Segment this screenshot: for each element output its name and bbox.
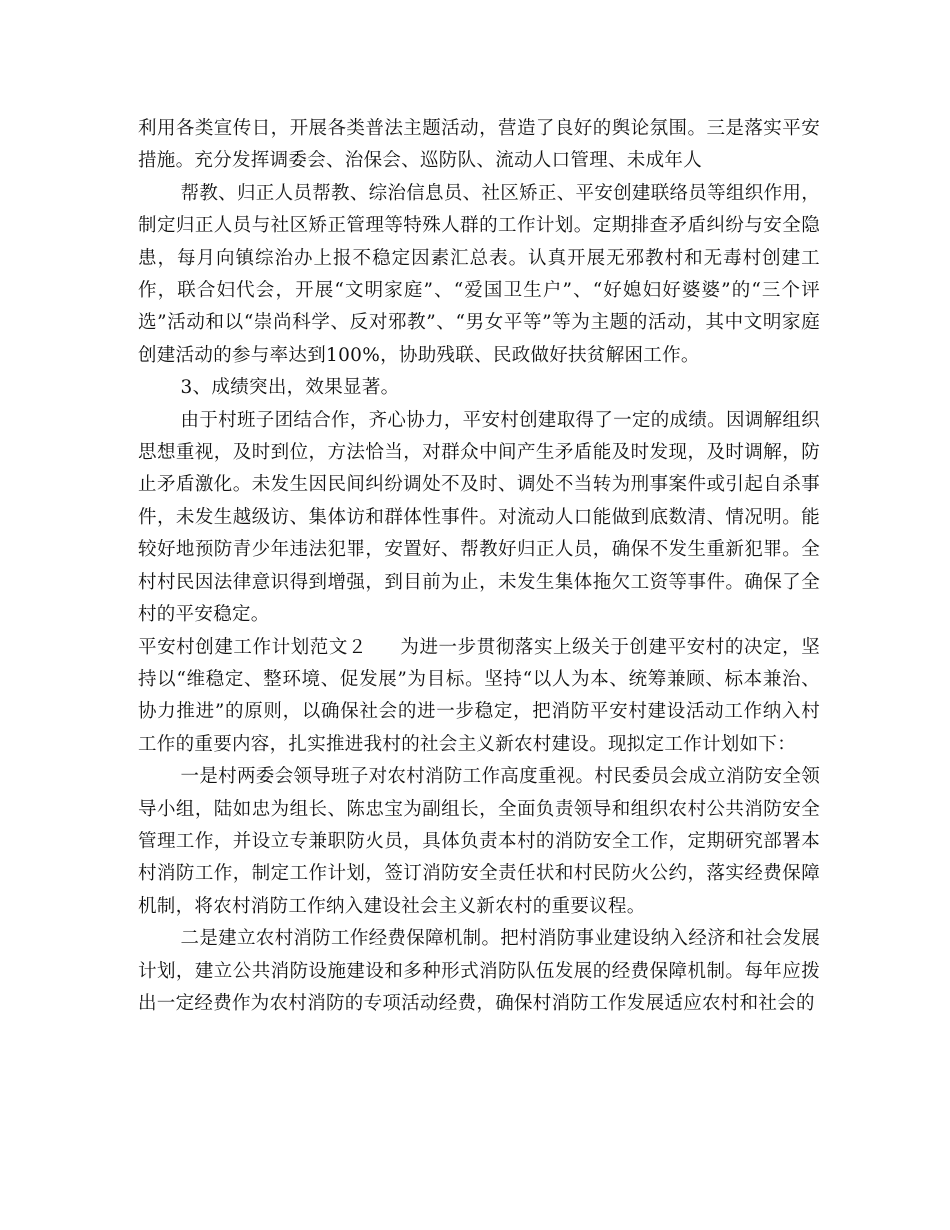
paragraph-section2-intro	[138, 632, 820, 762]
paragraph-continuation: 利用各类宣传日，开展各类普法主题活动，营造了良好的舆论氛围。三是落实平安措施。充分发挥调委会、治保会、巡防队、流动人口管理、未成年人	[138, 118, 820, 172]
paragraph-results: 由于村班子团结合作，齐心协力，平安村创建取得了一定的成绩。因调解组织思想重视，及时到位，方法恰当，对群众中间产生矛盾能及时发现，及时调解，防止矛盾激化。未发生因民间纠纷调处不及时、调处不当转为刑事案件或引起自杀事件，未发生越级访、集体访和群体性事件。对流动人口能做到底数清、情况明。能较好地预防青少年违法犯罪，安置好、帮教好归正人员，确保不发生重新犯罪。全村村民因法律意识得到增强，到目前为止，未发生集体拖欠工资等事件。确保了全村的平安稳定。	[138, 409, 820, 626]
paragraph-fire-funding: 二是建立农村消防工作经费保障机制。把村消防事业建设纳入经济和社会发展计划，建立公共消防设施建设和多种形式消防队伍发展的经费保障机制。每年应拨出一定经费作为农村消防的专项活动经费，确保村消防工作发展适应农村和社会的	[138, 928, 820, 1014]
document-body	[138, 113, 820, 1020]
paragraph-assistance: 帮教、归正人员帮教、综治信息员、社区矫正、平安创建联络员等组织作用，制定归正人员与社区矫正管理等特殊人群的工作计划。定期排查矛盾纠纷与安全隐患，每月向镇综治办上报不稳定因素汇总表。认真开展无邪教村和无毒村创建工作，联合妇代会，开展“文明家庭”、“爱国卫生户”、“好媳妇好婆婆”的“三个评选”活动和以“崇尚科学、反对邪教”、“男女平等”等为主题的活动，其中文明家庭创建活动的参与率达到100%，协助残联、民政做好扶贫解困工作。	[138, 182, 820, 366]
paragraph-fire-leadership: 一是村两委会领导班子对农村消防工作高度重视。村民委员会成立消防安全领导小组，陆如忠为组长、陈忠宝为副组长，全面负责领导和组织农村公共消防安全管理工作，并设立专兼职防火员，具体负责本村的消防安全工作，定期研究部署本村消防工作，制定工作计划，签订消防安全责任状和村民防火公约，落实经费保障机制，将农村消防工作纳入建设社会主义新农村的重要议程。	[138, 766, 820, 917]
section2-intro-text: 为进一步贯彻落实上级关于创建平安村的决定，坚持以“维稳定、整环境、促发展”为目标。坚持“以人为本、统筹兼顾、标本兼治、协力推进”的原则，以确保社会的进一步稳定，把消防平安村建设活动工作纳入村工作的重要内容，扎实推进我村的社会主义新农村建设。现拟定工作计划如下：	[138, 636, 820, 755]
section2-title: 平安村创建工作计划范文２	[138, 636, 368, 658]
paragraph-heading-results: 3、成绩突出，效果显著。	[180, 377, 400, 399]
